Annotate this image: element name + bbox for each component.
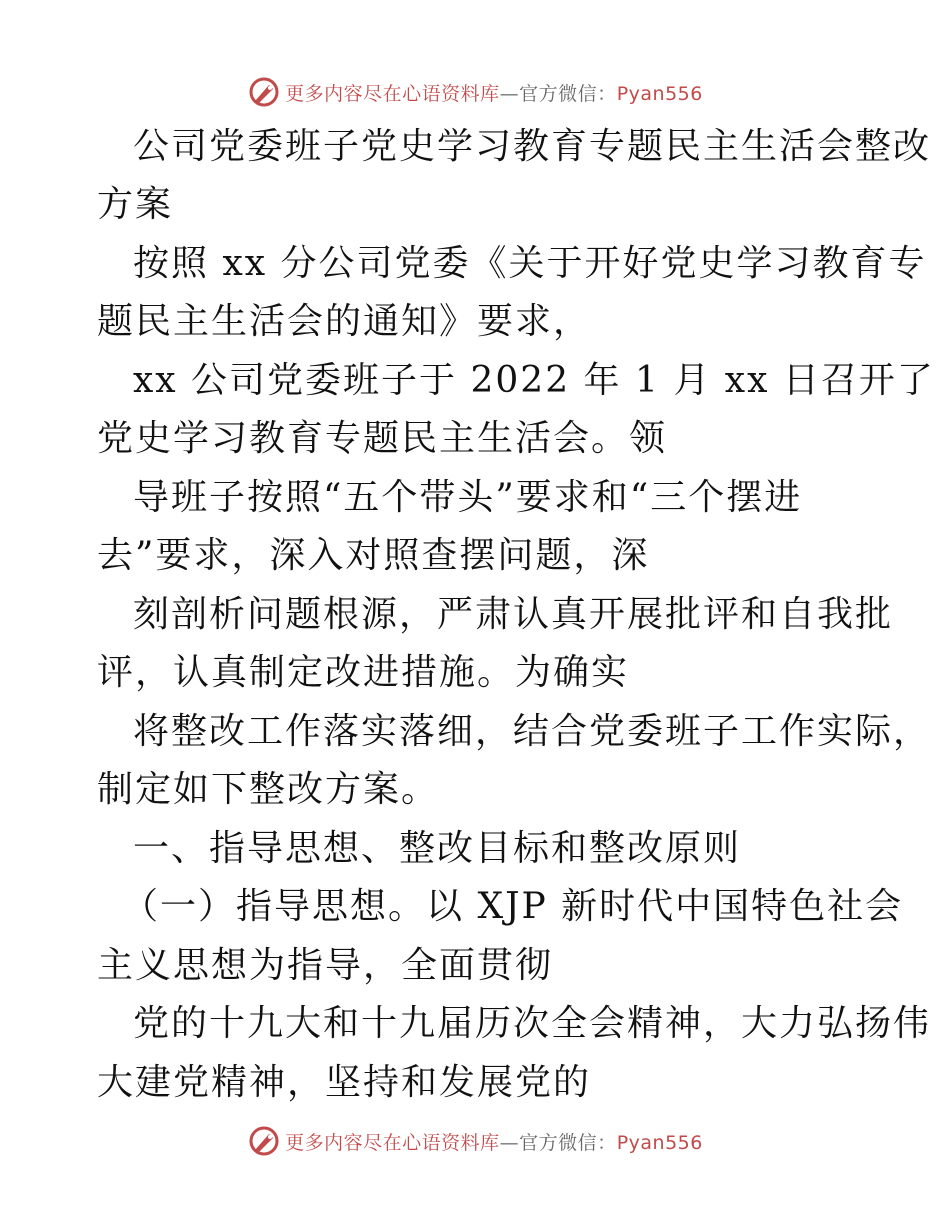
doc-title-line-1: 公司党委班子党史学习教育专题民主生活会整改: [133, 126, 932, 167]
doc-paragraph-line: xx 公司党委班子于 2022 年 1 月 xx 日召开了: [133, 360, 935, 401]
watermark-text: [285, 79, 703, 106]
doc-paragraph-line: 将整改工作落实落细，结合党委班子工作实际，: [133, 711, 932, 752]
doc-title-line-2: 方案: [97, 184, 174, 225]
doc-paragraph-line: 大建党精神，坚持和发展党的: [97, 1062, 592, 1103]
pen-nib-logo-icon: [247, 75, 281, 109]
doc-paragraph-line: 去”要求，深入对照查摆问题，深: [97, 535, 650, 576]
doc-paragraph-line: 按照 xx 分公司党委《关于开好党史学习教育专: [133, 243, 927, 284]
footer-watermark: [0, 1121, 950, 1161]
header-watermark: [0, 72, 950, 112]
doc-paragraph-line: 题民主生活会的通知》要求，: [97, 301, 592, 342]
watermark-official: 官方微信：: [519, 82, 617, 105]
doc-paragraph-line: 党史学习教育专题民主生活会。领: [97, 418, 668, 459]
watermark-separator: —: [499, 82, 520, 105]
doc-paragraph-line: 刻剖析问题根源，严肃认真开展批评和自我批: [133, 594, 894, 635]
watermark-main: 更多内容尽在心语资料库: [285, 1131, 500, 1154]
doc-section-heading: 一、指导思想、整改目标和整改原则: [133, 828, 742, 869]
doc-paragraph-line: 主义思想为指导，全面贯彻: [97, 945, 554, 986]
watermark-main: 更多内容尽在心语资料库: [285, 82, 500, 105]
pen-nib-logo-icon: [247, 1124, 281, 1158]
watermark-wechat-id: Pyan556: [616, 1131, 703, 1154]
doc-paragraph-line: （一）指导思想。以 XJP 新时代中国特色社会: [122, 886, 904, 927]
doc-paragraph-line: 导班子按照“五个带头”要求和“三个摆进: [133, 477, 803, 518]
doc-paragraph-line: 评，认真制定改进措施。为确实: [97, 652, 630, 693]
doc-paragraph-line: 党的十九大和十九届历次全会精神，大力弘扬伟: [133, 1003, 932, 1044]
watermark-separator: —: [499, 1131, 520, 1154]
doc-paragraph-line: 制定如下整改方案。: [97, 769, 440, 810]
watermark-wechat-id: Pyan556: [616, 82, 703, 105]
watermark-text: [285, 1128, 703, 1155]
watermark-official: 官方微信：: [519, 1131, 617, 1154]
